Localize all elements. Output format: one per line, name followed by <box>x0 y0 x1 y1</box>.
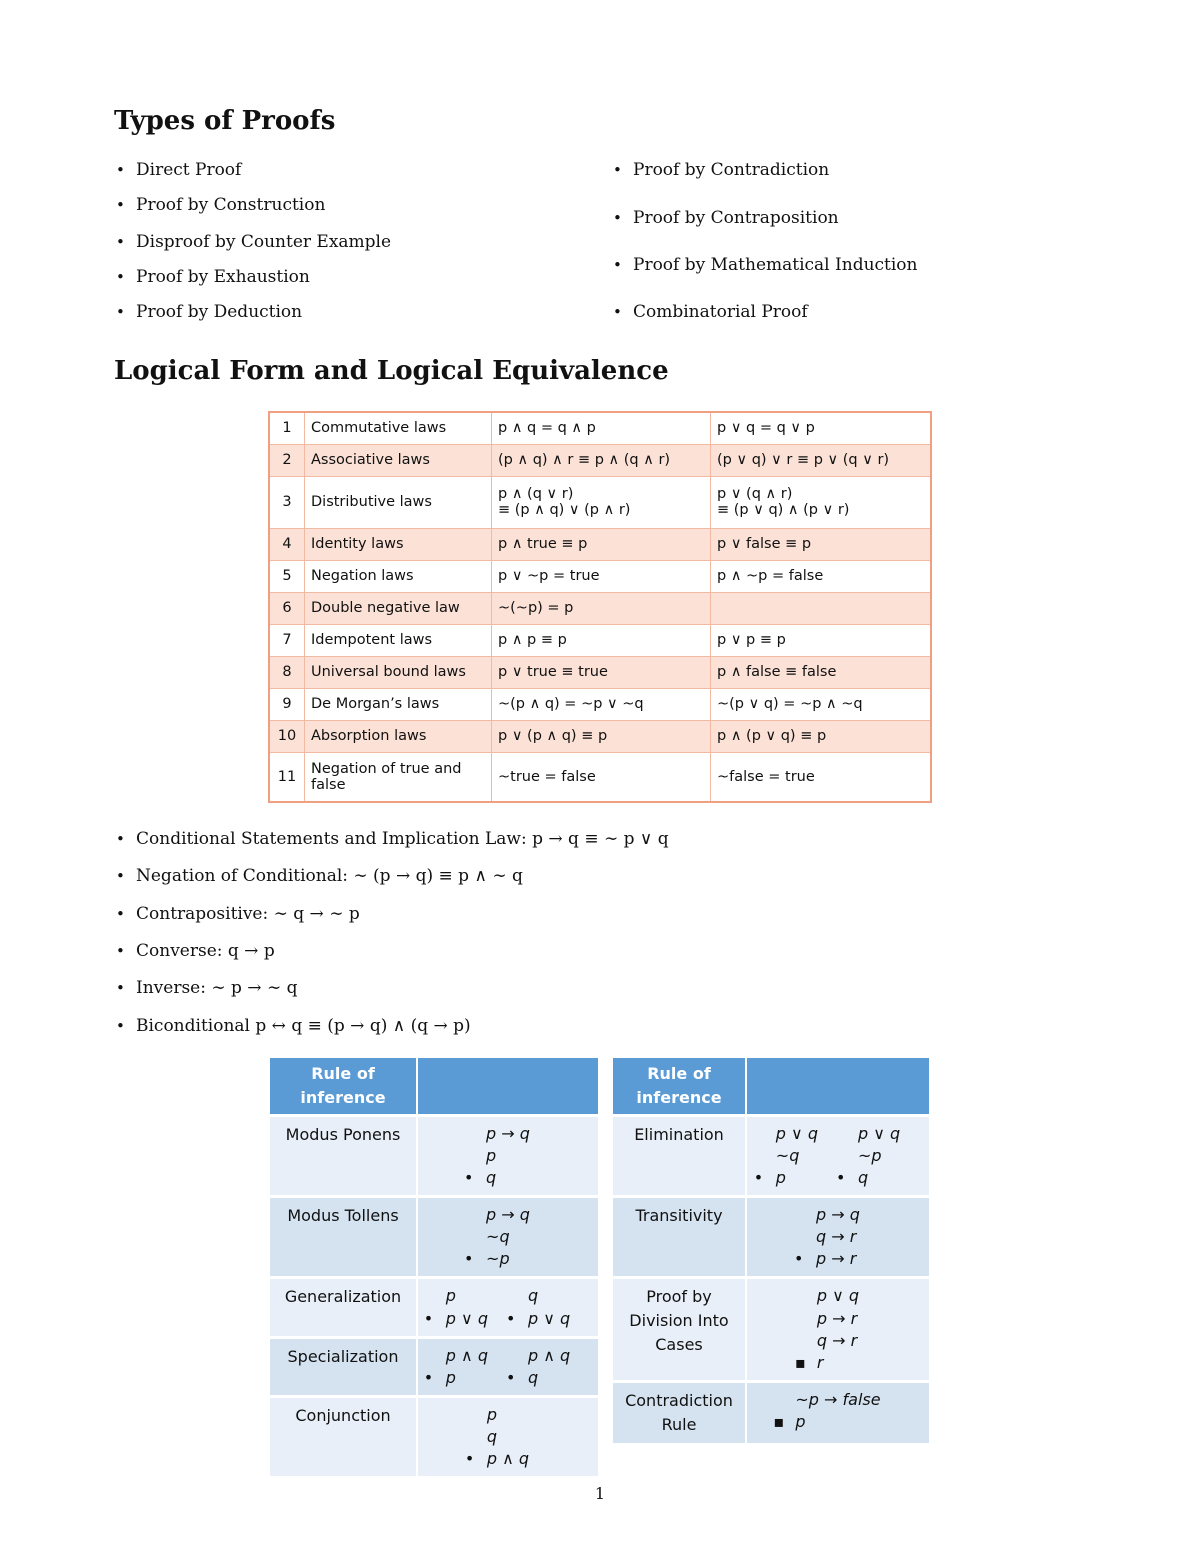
argument-form <box>776 1123 818 1189</box>
inference-row <box>270 1398 600 1479</box>
equivalence-row <box>269 752 931 802</box>
conclusion: • p → r <box>816 1248 860 1270</box>
premise: p → q <box>816 1205 860 1225</box>
inference-rule-name: Contradiction Rule <box>613 1383 747 1446</box>
equivalence-f2-cell: p ∨ (q ∧ r) ≡ (p ∨ q) ∧ (p ∨ r) <box>711 476 932 528</box>
equivalence-name-cell: Distributive laws <box>305 476 492 528</box>
equivalence-name-cell: Idempotent laws <box>305 624 492 656</box>
inference-row <box>613 1279 931 1382</box>
premise: p → q <box>486 1124 530 1143</box>
equivalence-num-cell: 9 <box>269 688 305 720</box>
list-item: • Proof by Exhaustion <box>136 267 310 287</box>
equivalence-f2-cell: p ∨ q = q ∨ p <box>711 412 932 444</box>
inference-row <box>270 1339 600 1398</box>
inference-rule-name: Conjunction <box>270 1398 418 1479</box>
argument-form <box>446 1285 488 1329</box>
equivalence-name-cell: Universal bound laws <box>305 656 492 688</box>
equivalence-row <box>269 528 931 560</box>
inference-rule-name: Proof by Division Into Cases <box>613 1279 747 1382</box>
conclusion: • p <box>446 1367 488 1389</box>
list-item: • Inverse: ∼ p → ∼ q <box>136 978 297 998</box>
equivalence-name-cell: De Morgan’s laws <box>305 688 492 720</box>
equivalence-f1-cell: ~(p ∧ q) = ~p ∨ ~q <box>492 688 711 720</box>
inference-rule-forms <box>418 1398 600 1479</box>
inference-rules-table-right <box>613 1058 931 1446</box>
conclusion: • q <box>528 1367 570 1389</box>
list-item: • Converse: q → p <box>136 941 275 961</box>
equivalence-num-cell: 1 <box>269 412 305 444</box>
premise: ~p <box>858 1146 882 1166</box>
equivalence-f2-cell: p ∨ false ≡ p <box>711 528 932 560</box>
premise: ~q <box>775 1146 800 1166</box>
inference-row <box>270 1279 600 1338</box>
inference-row <box>613 1198 931 1279</box>
inference-row <box>613 1117 931 1198</box>
premise: p ∨ q <box>775 1124 818 1143</box>
equivalence-f2-cell: ~(p ∨ q) = ~p ∧ ~q <box>711 688 932 720</box>
premise: p <box>445 1286 456 1306</box>
premise: p → r <box>816 1308 858 1328</box>
equivalence-name-cell: Commutative laws <box>305 412 492 444</box>
list-item: • Conditional Statements and Implication Law: p → q ≡ ∼ p ∨ q <box>136 829 669 849</box>
conclusion: • p <box>776 1167 818 1189</box>
equivalence-f1-cell: (p ∧ q) ∧ r ≡ p ∧ (q ∧ r) <box>492 444 711 476</box>
inference-header: Rule of inference <box>270 1058 418 1117</box>
inference-rule-forms <box>747 1383 931 1446</box>
equivalence-name-cell: Double negative law <box>305 592 492 624</box>
equivalence-f2-cell: p ∧ (p ∨ q) ≡ p <box>711 720 932 752</box>
premise: q → r <box>816 1227 857 1247</box>
equivalence-row <box>269 720 931 752</box>
inference-rule-forms <box>418 1117 600 1198</box>
list-item: • Direct Proof <box>136 160 241 180</box>
page-number: 1 <box>594 1484 606 1503</box>
conclusion: • p ∧ q <box>487 1448 529 1470</box>
equivalence-f1-cell: ~true = false <box>492 752 711 802</box>
list-item: • Combinatorial Proof <box>633 302 808 322</box>
premise: p ∧ q <box>528 1345 571 1365</box>
inference-header: Rule of inference <box>613 1058 747 1117</box>
inference-rule-forms <box>747 1198 931 1279</box>
equivalence-f2-cell: (p ∨ q) ∨ r ≡ p ∨ (q ∨ r) <box>711 444 932 476</box>
equivalence-row <box>269 444 931 476</box>
premise: q <box>528 1286 539 1306</box>
section-title-logical-form: Logical Form and Logical Equivalence <box>114 356 669 386</box>
premise: ~q <box>486 1227 510 1247</box>
equivalence-f2-cell: p ∧ false ≡ false <box>711 656 932 688</box>
equivalence-f1-cell: p ∧ true ≡ p <box>492 528 711 560</box>
equivalence-num-cell: 6 <box>269 592 305 624</box>
section-title-types-of-proofs: Types of Proofs <box>114 106 336 136</box>
conclusion: • q <box>486 1167 530 1189</box>
inference-rule-forms <box>418 1279 600 1338</box>
list-item: • Contrapositive: ∼ q → ∼ p <box>136 904 360 924</box>
list-item: • Biconditional p ↔ q ≡ (p → q) ∧ (q → p) <box>136 1016 471 1036</box>
equivalence-row <box>269 592 931 624</box>
inference-rule-name: Modus Ponens <box>270 1117 418 1198</box>
equivalence-name-cell: Absorption laws <box>305 720 492 752</box>
conclusion: • ~p <box>486 1248 530 1270</box>
premise: p ∨ q <box>858 1124 901 1143</box>
argument-form <box>795 1389 880 1433</box>
premise: p <box>486 1404 498 1424</box>
argument-form <box>487 1404 529 1470</box>
list-item: • Disproof by Counter Example <box>136 232 391 252</box>
equivalence-name-cell: Associative laws <box>305 444 492 476</box>
argument-form <box>817 1285 859 1373</box>
equivalence-row <box>269 476 931 528</box>
equivalence-num-cell: 2 <box>269 444 305 476</box>
inference-header-blank <box>747 1058 931 1117</box>
equivalence-row <box>269 688 931 720</box>
argument-form <box>446 1345 488 1389</box>
inference-row <box>270 1198 600 1279</box>
argument-form <box>528 1345 570 1389</box>
premise: q → r <box>816 1330 858 1350</box>
equivalence-row <box>269 656 931 688</box>
equivalence-name-cell: Identity laws <box>305 528 492 560</box>
equivalence-num-cell: 3 <box>269 476 305 528</box>
inference-rule-name: Generalization <box>270 1279 418 1338</box>
equivalence-f1-cell: p ∧ (q ∨ r) ≡ (p ∧ q) ∨ (p ∧ r) <box>492 476 711 528</box>
argument-form <box>858 1123 900 1189</box>
list-item: • Negation of Conditional: ∼ (p → q) ≡ p ∧ ∼ q <box>136 866 523 886</box>
equivalence-num-cell: 11 <box>269 752 305 802</box>
list-item: • Proof by Contraposition <box>633 208 839 228</box>
equivalence-f2-cell: ~false = true <box>711 752 932 802</box>
inference-rule-forms <box>418 1339 600 1398</box>
argument-form <box>486 1204 530 1270</box>
premise: p ∧ q <box>445 1345 488 1365</box>
argument-form <box>816 1204 860 1270</box>
list-item: • Proof by Deduction <box>136 302 302 322</box>
premise: ~p → false <box>795 1389 881 1409</box>
premise: p → q <box>486 1205 530 1225</box>
premise: p ∨ q <box>816 1286 860 1306</box>
conclusion: ▪ r <box>817 1352 859 1374</box>
equivalence-f2-cell: p ∨ p ≡ p <box>711 624 932 656</box>
list-item: • Proof by Mathematical Induction <box>633 255 918 275</box>
equivalence-num-cell: 7 <box>269 624 305 656</box>
premise: p <box>486 1146 497 1166</box>
inference-rule-name: Transitivity <box>613 1198 747 1279</box>
list-item: • Proof by Contradiction <box>633 160 829 180</box>
conclusion: • q <box>858 1167 900 1189</box>
inference-rules-table-left <box>270 1058 600 1479</box>
equivalence-f2-cell <box>711 592 932 624</box>
equivalence-f1-cell: p ∨ ~p = true <box>492 560 711 592</box>
equivalence-laws-table <box>268 411 932 803</box>
equivalence-num-cell: 8 <box>269 656 305 688</box>
equivalence-f1-cell: ~(~p) = p <box>492 592 711 624</box>
conclusion: ▪ p <box>795 1411 880 1433</box>
equivalence-f1-cell: p ∨ true ≡ true <box>492 656 711 688</box>
equivalence-num-cell: 5 <box>269 560 305 592</box>
inference-header-blank <box>418 1058 600 1117</box>
conclusion: • p ∨ q <box>528 1308 570 1330</box>
equivalence-name-cell: Negation laws <box>305 560 492 592</box>
inference-rule-forms <box>747 1117 931 1198</box>
equivalence-f1-cell: p ∨ (p ∧ q) ≡ p <box>492 720 711 752</box>
equivalence-f1-cell: p ∧ q = q ∧ p <box>492 412 711 444</box>
equivalence-f2-cell: p ∧ ~p = false <box>711 560 932 592</box>
equivalence-row <box>269 624 931 656</box>
inference-rule-forms <box>418 1198 600 1279</box>
inference-rule-name: Specialization <box>270 1339 418 1398</box>
equivalence-name-cell: Negation of true and false <box>305 752 492 802</box>
equivalence-num-cell: 4 <box>269 528 305 560</box>
argument-form <box>486 1123 530 1189</box>
inference-row <box>613 1383 931 1446</box>
inference-rule-name: Modus Tollens <box>270 1198 418 1279</box>
argument-form <box>528 1285 570 1329</box>
inference-rule-name: Elimination <box>613 1117 747 1198</box>
equivalence-row <box>269 560 931 592</box>
premise: q <box>486 1426 498 1446</box>
inference-rule-forms <box>747 1279 931 1382</box>
equivalence-f1-cell: p ∧ p ≡ p <box>492 624 711 656</box>
inference-row <box>270 1117 600 1198</box>
equivalence-row <box>269 412 931 444</box>
conclusion: • p ∨ q <box>446 1308 488 1330</box>
list-item: • Proof by Construction <box>136 195 325 215</box>
equivalence-num-cell: 10 <box>269 720 305 752</box>
